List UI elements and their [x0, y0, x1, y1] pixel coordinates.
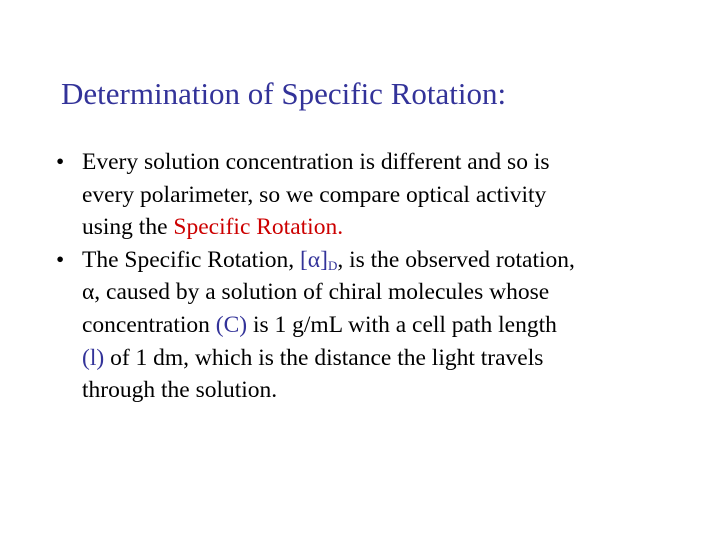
- bullet-dot-icon: •: [56, 246, 65, 273]
- d-subscript: D: [327, 257, 338, 273]
- concentration-symbol: (C): [215, 311, 248, 338]
- alpha-bracket-symbol: [α]: [299, 246, 328, 273]
- bullet-2-line-3-suffix: is 1 g/mL with a cell path length: [247, 311, 557, 338]
- bullet-1-line-3-prefix: using the: [82, 214, 174, 241]
- slide-title: Determination of Specific Rotation:: [61, 76, 507, 111]
- bullet-2-line-3: [82, 309, 682, 342]
- bullet-list: [0, 146, 720, 407]
- bullet-2-line-1-suffix: , is the observed rotation,: [337, 246, 575, 273]
- bullet-2-line-2: α, caused by a solution of chiral molecules whose: [82, 279, 550, 306]
- bullet-1-line-3: [82, 211, 682, 244]
- bullet-1-line-1: Every solution concentration is different and so is: [82, 149, 550, 175]
- bullet-dot-icon: •: [56, 149, 65, 175]
- bullet-item-2: [0, 244, 682, 407]
- specific-rotation-highlight: Specific Rotation.: [173, 214, 344, 241]
- bullet-1-line-2: every polarimeter, so we compare optical activity: [82, 181, 547, 208]
- bullet-item-1: [0, 146, 682, 244]
- bullet-2-line-1: [82, 244, 682, 277]
- bullet-2-line-1-prefix: The Specific Rotation,: [82, 246, 300, 273]
- bullet-2-line-4: [82, 342, 682, 375]
- bullet-2-line-5: through the solution.: [82, 377, 278, 404]
- path-length-symbol: (l): [82, 344, 105, 371]
- bullet-2-line-3-prefix: concentration: [82, 311, 216, 338]
- bullet-2-line-4-suffix: of 1 dm, which is the distance the light travels: [104, 344, 544, 371]
